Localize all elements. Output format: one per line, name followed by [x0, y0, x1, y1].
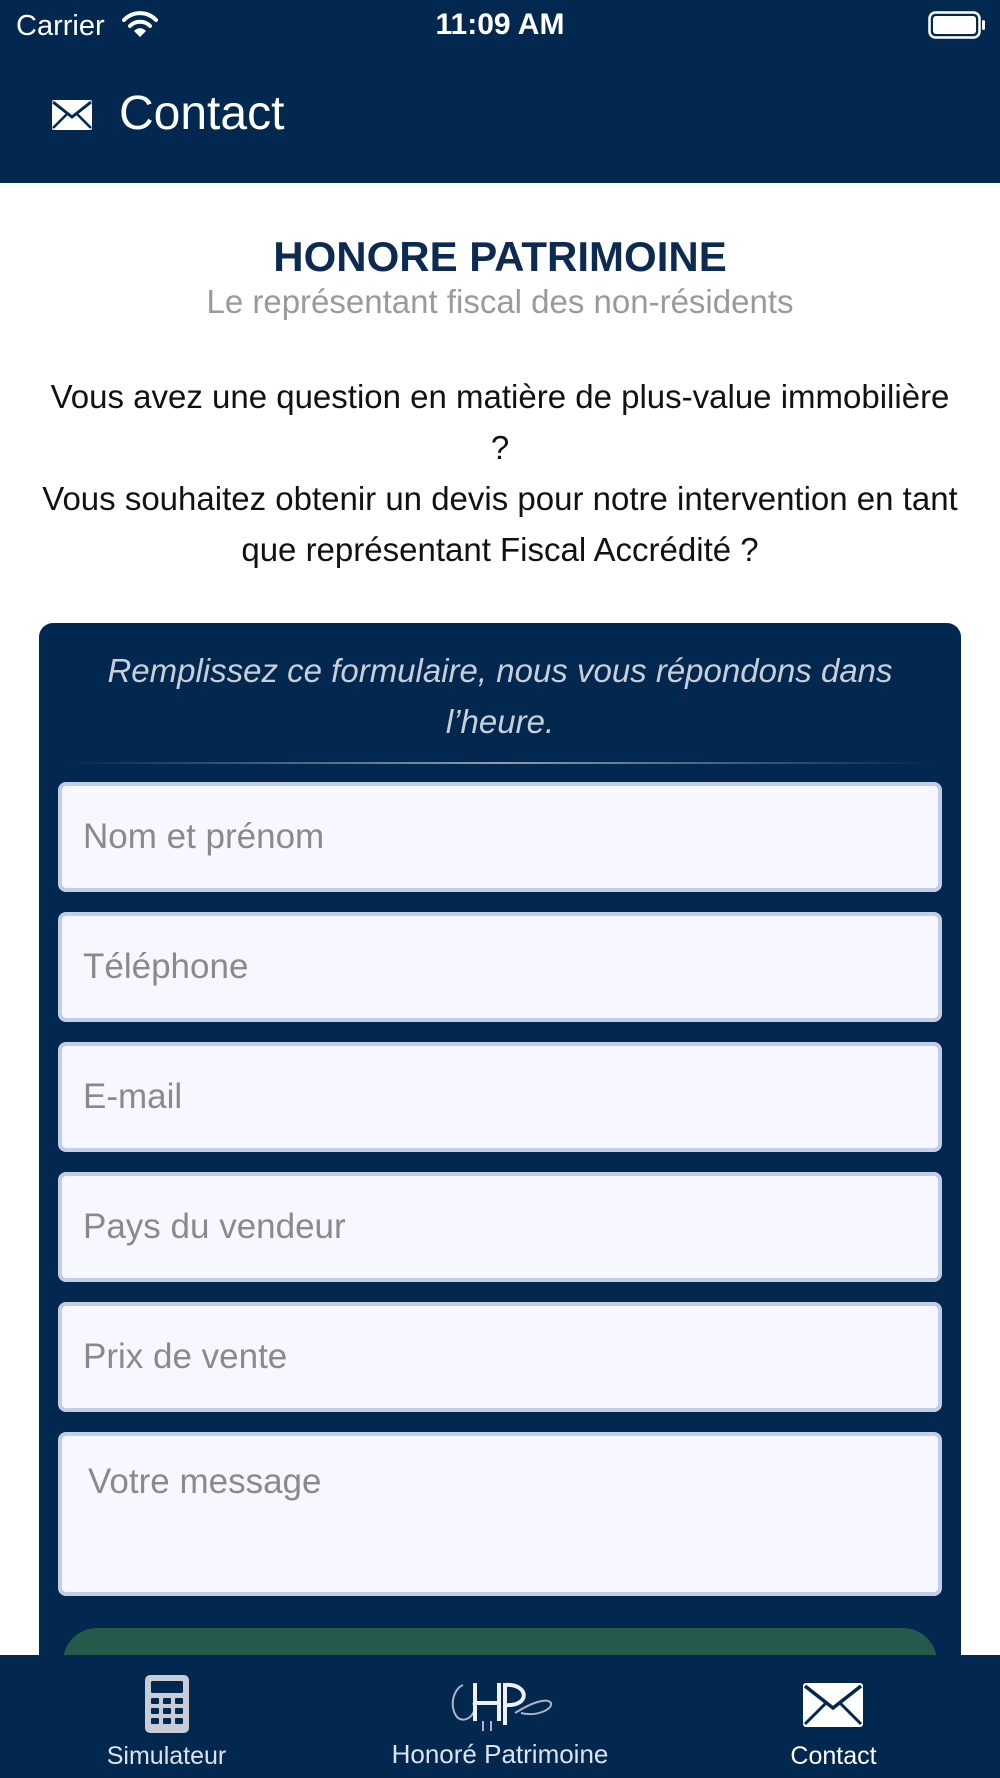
- battery-icon: [928, 11, 986, 39]
- country-input[interactable]: [58, 1172, 942, 1282]
- name-input[interactable]: [58, 782, 942, 892]
- message-textarea[interactable]: [58, 1432, 942, 1596]
- email-placeholder: E-mail: [83, 1077, 183, 1116]
- form-divider: [63, 762, 937, 764]
- intro-text: [40, 371, 960, 575]
- tab-simulateur[interactable]: [0, 1655, 333, 1778]
- form-hint: Remplissez ce formulaire, nous vous répondons dans l’heure.: [107, 652, 893, 740]
- tab-label-honore-patrimoine: Honoré Patrimoine: [391, 1739, 609, 1769]
- nav-bar: [0, 50, 1000, 183]
- mail-icon: [803, 1683, 863, 1727]
- tab-label-contact: Contact: [790, 1742, 877, 1770]
- message-placeholder: Votre message: [88, 1462, 322, 1501]
- brand-subtitle: Le représentant fiscal des non-résidents: [206, 283, 794, 320]
- status-bar: [0, 0, 1000, 50]
- page-title: Contact: [119, 87, 285, 140]
- tab-contact[interactable]: [667, 1655, 1000, 1778]
- price-placeholder: Prix de vente: [83, 1337, 288, 1376]
- contact-form: [39, 623, 961, 1655]
- intro-line-1: Vous avez une question en matière de plus-value immobilière ?: [50, 378, 950, 466]
- status-carrier: Carrier: [16, 10, 105, 42]
- contact-content[interactable]: [0, 183, 1000, 1655]
- phone-placeholder: Téléphone: [83, 947, 249, 986]
- price-input[interactable]: [58, 1302, 942, 1412]
- country-placeholder: Pays du vendeur: [83, 1207, 346, 1246]
- phone-input[interactable]: [58, 912, 942, 1022]
- tab-bar: [0, 1655, 1000, 1778]
- tab-honore-patrimoine[interactable]: [333, 1655, 667, 1778]
- name-placeholder: Nom et prénom: [83, 817, 325, 856]
- submit-button[interactable]: [63, 1628, 937, 1655]
- mail-icon: [52, 100, 92, 130]
- tab-label-simulateur: Simulateur: [106, 1742, 227, 1770]
- logo-hp-icon: [443, 1673, 557, 1731]
- calculator-icon: [145, 1675, 189, 1733]
- intro-line-2: Vous souhaitez obtenir un devis pour notre intervention en tant que représentant Fiscal Accrédité ?: [42, 480, 958, 568]
- brand-title: HONORE PATRIMOINE: [273, 233, 727, 280]
- status-time: 11:09 AM: [435, 8, 565, 41]
- email-input[interactable]: [58, 1042, 942, 1152]
